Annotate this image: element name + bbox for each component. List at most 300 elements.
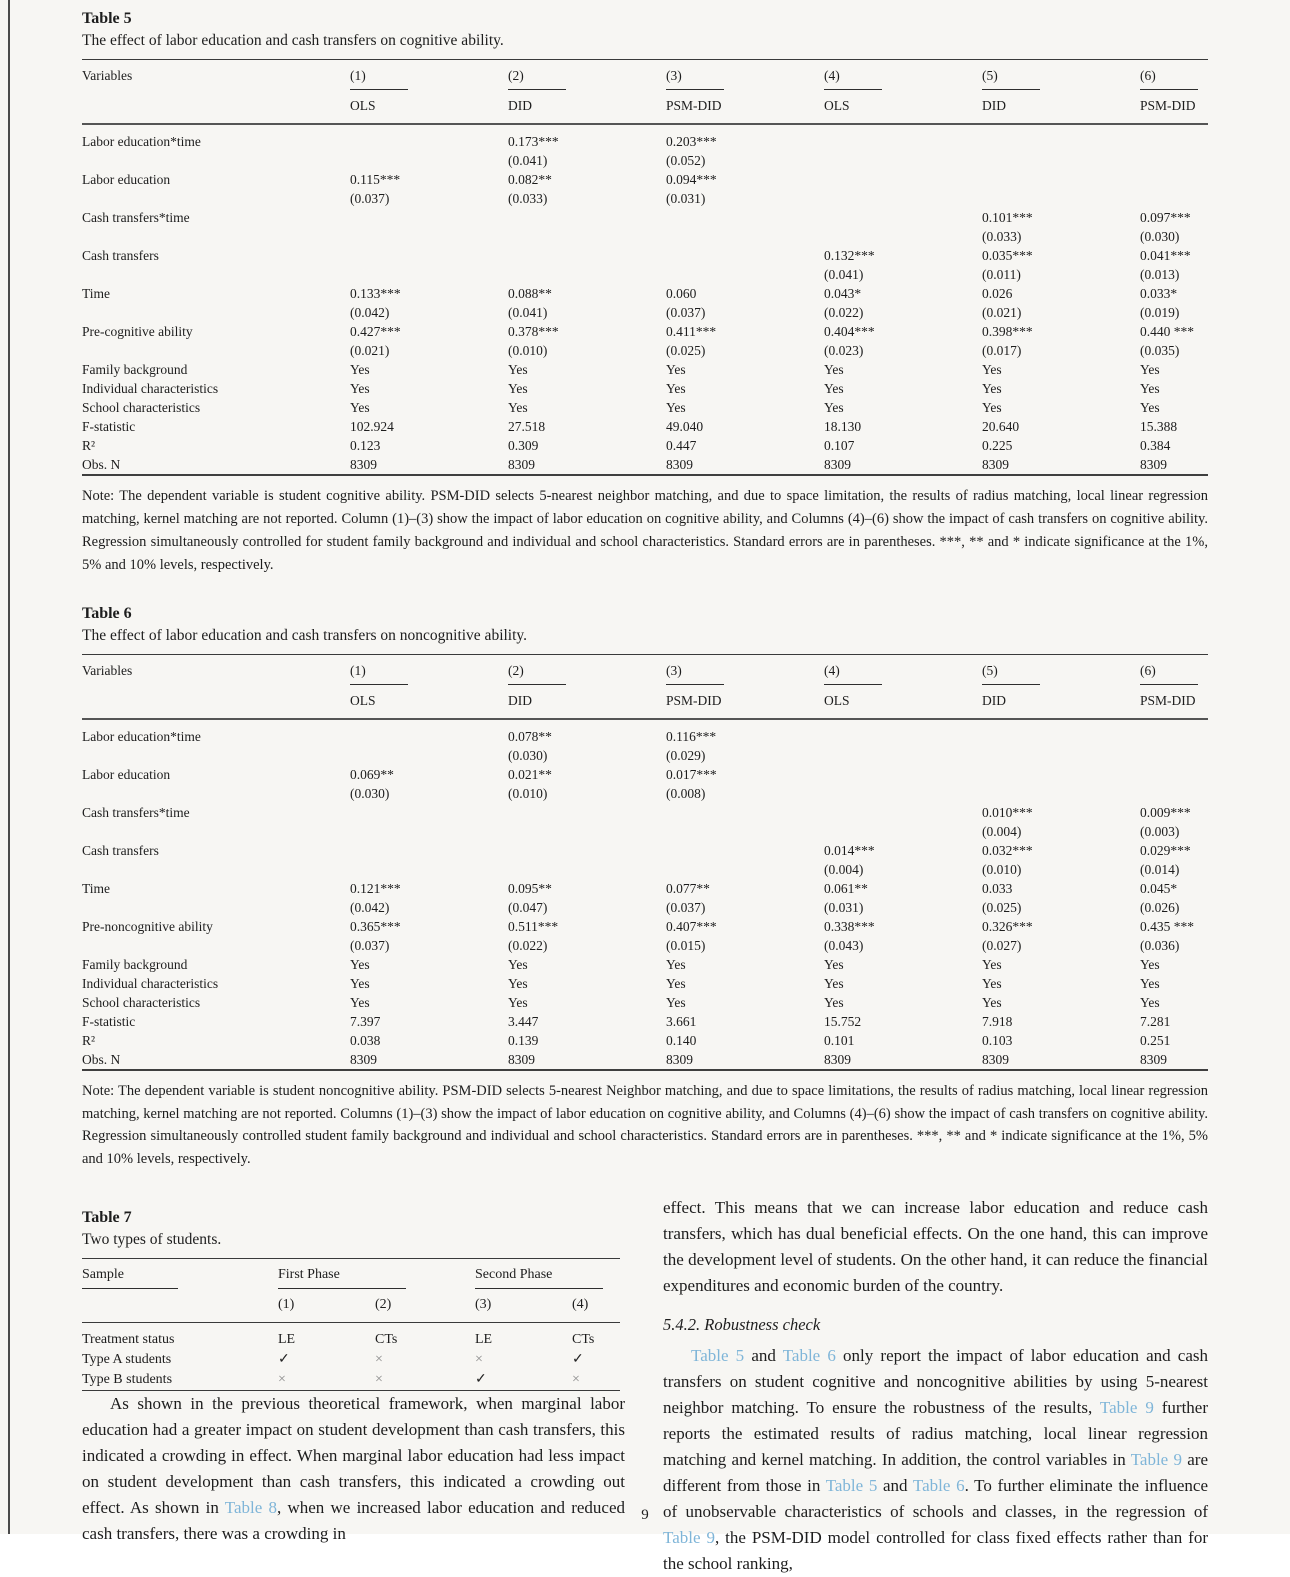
table6-note: Note: The dependent variable is student noncognitive ability. PSM-DID selects 5-nearest Neighbor matching, and due to space limitations, the results of radius matching, local linear regression matching, kernel matching are not reported. Columns (1)–(3) show the impact of labor education on cognitive ability, and Columns (4)–(6) show the impact of cash transfers on cognitive ability. Regression simultaneously controlled student family background and individual and school characteristics. Standard errors are in parentheses. ***, ** and * indicate significance at the 1%, 5% and 10% levels, respectively. <box>82 1082 1208 1168</box>
table-cell: 8309 <box>508 1051 535 1067</box>
table-cell: 0.398*** <box>982 324 1033 339</box>
table-row <box>82 170 1208 189</box>
table-cell: 0.411*** <box>666 324 717 339</box>
table6-method-row <box>82 687 1208 719</box>
table-cell: 8309 <box>1140 1051 1167 1067</box>
table-cell <box>350 719 508 746</box>
column-underline <box>508 84 566 90</box>
table7-caption: Two types of students. <box>82 1231 222 1249</box>
table-cell <box>350 822 508 841</box>
row-label <box>82 265 350 284</box>
row-label: Obs. N <box>82 1051 121 1067</box>
check-mark: ✓ <box>572 1352 584 1368</box>
table-cell <box>1140 719 1208 746</box>
table-cell: (0.004) <box>824 861 864 877</box>
col-number: (6) <box>1140 662 1156 678</box>
column-underline <box>1140 84 1198 90</box>
row-label: Family background <box>82 362 188 377</box>
table-cell: 0.447 <box>666 438 697 453</box>
table-cell: Yes <box>666 975 686 991</box>
table-cell <box>824 208 982 227</box>
cross-mark: × <box>375 1372 383 1388</box>
table5-col4-header <box>824 60 982 93</box>
table-row <box>82 1031 1208 1050</box>
table-cell: (0.035) <box>1140 343 1180 358</box>
table-cell: 0.203*** <box>666 134 717 149</box>
table-cell: 15.752 <box>824 1013 862 1029</box>
table5-method-row <box>82 92 1208 124</box>
table-cell: Yes <box>824 381 844 396</box>
table5-col6-header <box>1140 60 1208 93</box>
table-cell: 7.397 <box>350 1013 381 1029</box>
table5-note: Note: The dependent variable is student cognitive ability. PSM-DID selects 5-nearest neighbor matching, and due to space limitation, the results of radius matching, local linear regression matching, kernel matching are not reported. Column (1)–(3) show the impact of labor education on cognitive ability, and Columns (4)–(6) show the impact of cash transfers on cognitive ability. Regression simultaneously controlled for student family background and individual and school characteristics. Standard errors are in parentheses. ***, ** and * indicate significance at the 1%, 5% and 10% levels, respectively. <box>82 488 1208 573</box>
method-header: DID <box>508 92 666 124</box>
text-segment: and <box>744 1346 783 1366</box>
table-cell: Yes <box>508 381 528 396</box>
table-cell: 8309 <box>350 1051 377 1067</box>
table-cell <box>824 719 982 746</box>
table6-number-row <box>82 654 1208 687</box>
table-cell: 0.140 <box>666 1032 697 1048</box>
table-cell: (0.030) <box>1140 229 1180 244</box>
table-cell: 18.130 <box>824 419 862 434</box>
table-cell: 0.407*** <box>666 918 717 934</box>
method-header: OLS <box>824 92 982 124</box>
table-cell: (0.037) <box>350 191 390 206</box>
right-paragraph-1: effect. This means that we can increase labor education and reduce cash transfers, which has dual beneficial effects. On the one hand, this can improve the development level of students. On the other hand, it can reduce the financial expenditures and economic burden of the country. <box>663 1198 1208 1296</box>
table-cell <box>982 189 1140 208</box>
table-cell: (0.042) <box>350 899 390 915</box>
col-number: (5) <box>982 68 998 83</box>
table6-col1-header <box>350 654 508 687</box>
table-cell: Yes <box>508 994 528 1010</box>
table-cell: Yes <box>1140 956 1160 972</box>
table-cell: (0.022) <box>508 937 548 953</box>
table-cell: (0.019) <box>1140 305 1180 320</box>
row-label: Cash transfers <box>82 842 159 858</box>
table5-col3-header <box>666 60 824 93</box>
col-number: (3) <box>666 662 682 678</box>
column-underline <box>278 1283 406 1289</box>
table5-variables-header: Variables <box>82 68 133 83</box>
table-cell: 0.115*** <box>350 172 401 187</box>
table7-body <box>82 1323 620 1391</box>
row-label <box>82 746 350 765</box>
page-number: 9 <box>641 1507 649 1523</box>
table-cell <box>982 765 1140 784</box>
table-cell <box>824 151 982 170</box>
table-cell: (0.052) <box>666 153 706 168</box>
table-ref-link[interactable]: Table 9 <box>1130 1450 1182 1470</box>
table-cell: (0.021) <box>350 343 390 358</box>
table-cell: (0.025) <box>666 343 706 358</box>
table7-section <box>82 1209 625 1391</box>
table-cell: Yes <box>350 956 370 972</box>
table-cell <box>350 151 508 170</box>
table-ref-link[interactable]: Table 5 <box>825 1476 878 1496</box>
table6 <box>82 654 1208 1071</box>
table-cell: (0.033) <box>508 191 548 206</box>
table-cell <box>1140 784 1208 803</box>
col-number: (3) <box>666 68 682 83</box>
table-cell: 0.009*** <box>1140 804 1191 820</box>
table-cell: 0.094*** <box>666 172 717 187</box>
table-cell: 8309 <box>666 1051 693 1067</box>
table-cell: (0.008) <box>666 785 706 801</box>
table-cell <box>350 246 508 265</box>
column-underline <box>666 84 724 90</box>
text-segment: . To further eliminate the influence of unobservable characteristics of schools and classes, in the regression of <box>663 1476 1209 1522</box>
table-row <box>82 246 1208 265</box>
right-paragraph-2 <box>663 1343 1208 1577</box>
table6-col5-header <box>982 654 1140 687</box>
table-cell: 0.101 <box>824 1032 855 1048</box>
table-cell: 0.033 <box>982 880 1013 896</box>
table-cell <box>350 124 508 151</box>
table-row <box>82 860 1208 879</box>
row-label <box>82 341 350 360</box>
check-mark: ✓ <box>278 1352 290 1368</box>
table-cell: 0.082** <box>508 172 552 187</box>
row-label: Type A students <box>82 1352 172 1368</box>
table-row <box>82 151 1208 170</box>
table-cell: (0.014) <box>1140 861 1180 877</box>
table-cell: 0.440 *** <box>1140 324 1194 339</box>
table-row <box>82 719 1208 746</box>
table5-col5-header <box>982 60 1140 93</box>
table-cell: Yes <box>982 381 1002 396</box>
column-underline <box>982 679 1040 685</box>
row-label: School characteristics <box>82 994 201 1010</box>
table-cell <box>824 765 982 784</box>
table-cell: 0.384 <box>1140 438 1171 453</box>
cross-mark: × <box>375 1352 383 1368</box>
row-label: Individual characteristics <box>82 381 219 396</box>
table-cell: (0.047) <box>508 899 548 915</box>
row-label: Cash transfers*time <box>82 210 190 225</box>
text-segment: As shown in the previous theoretical framework, when marginal labor education had a greater impact on student development than cash transfers, this indicated a crowding in effect. When marginal labor education had less impact on student development than cash transfers, this indicated a crowding out effect. As shown in <box>82 1394 625 1518</box>
table-row <box>82 765 1208 784</box>
table-cell: 7.918 <box>982 1013 1013 1029</box>
table-row <box>82 993 1208 1012</box>
page-edge-line <box>8 0 10 1534</box>
table-cell: 8309 <box>824 457 851 472</box>
row-label <box>82 898 350 917</box>
method-header: DID <box>982 92 1140 124</box>
row-label <box>82 227 350 246</box>
table-cell: (0.041) <box>824 267 864 282</box>
table7-number-row <box>82 1291 620 1323</box>
col-number: (6) <box>1140 68 1156 83</box>
table-cell: Yes <box>982 975 1002 991</box>
table-cell: 0.338*** <box>824 918 875 934</box>
table-row <box>82 379 1208 398</box>
table-cell: (0.031) <box>824 899 864 915</box>
table-cell: Yes <box>982 400 1002 415</box>
table-cell: Yes <box>508 400 528 415</box>
table-cell: (0.010) <box>982 861 1022 877</box>
method-header: OLS <box>350 687 508 719</box>
col-number: (2) <box>508 68 524 83</box>
col-number: (1) <box>350 68 366 83</box>
table-cell: 15.388 <box>1140 419 1178 434</box>
table-row <box>82 1370 620 1391</box>
table-cell <box>982 784 1140 803</box>
table-ref-link[interactable]: Table 5 <box>691 1346 745 1366</box>
table-cell: Yes <box>508 362 528 377</box>
table7-sample-header <box>82 1259 278 1292</box>
table-row <box>82 1323 620 1351</box>
table5-caption: The effect of labor education and cash transfers on cognitive ability. <box>82 32 504 49</box>
table-row <box>82 360 1208 379</box>
table-cell: Yes <box>1140 994 1160 1010</box>
table-cell: (0.023) <box>824 343 864 358</box>
table-cell: CTs <box>375 1332 398 1348</box>
table-cell <box>1140 189 1208 208</box>
table-cell: Yes <box>666 994 686 1010</box>
row-label <box>82 822 350 841</box>
table-cell: Yes <box>350 975 370 991</box>
table-cell: 0.038 <box>350 1032 381 1048</box>
table5-body <box>82 124 1208 475</box>
row-label: School characteristics <box>82 400 201 415</box>
table-cell <box>1140 124 1208 151</box>
table-ref-link[interactable]: Table 6 <box>912 1476 965 1496</box>
table-row <box>82 436 1208 455</box>
table-row <box>82 746 1208 765</box>
table-row <box>82 189 1208 208</box>
table-cell: 0.088** <box>508 286 552 301</box>
section-heading-5-4-2: 5.4.2. Robustness check <box>663 1315 821 1335</box>
table-cell <box>666 803 824 822</box>
column-underline <box>350 84 408 90</box>
table-cell: 3.447 <box>508 1013 539 1029</box>
table6-col3-header <box>666 654 824 687</box>
table-cell <box>508 208 666 227</box>
table-cell: 0.077** <box>666 880 710 896</box>
table-row <box>82 1012 1208 1031</box>
empty-header-cell <box>82 92 350 124</box>
table-cell: 0.133*** <box>350 286 401 301</box>
table-cell: 0.123 <box>350 438 381 453</box>
text-segment: only report the impact of labor education and cash transfers on student cognitive and noncognitive abilities by using 5-nearest neighbor matching. To ensure the robustness of the results, <box>663 1346 1209 1418</box>
table-cell <box>350 841 508 860</box>
table-cell: 7.281 <box>1140 1013 1171 1029</box>
text-segment: and <box>877 1476 913 1496</box>
table-cell: Yes <box>982 362 1002 377</box>
table-cell: 0.010*** <box>982 804 1033 820</box>
table5-heading: Table 5 <box>82 10 132 27</box>
table-cell: LE <box>278 1332 296 1348</box>
table-cell: (0.013) <box>1140 267 1180 282</box>
table5 <box>82 59 1208 476</box>
method-header: OLS <box>350 92 508 124</box>
table-cell: 8309 <box>666 457 693 472</box>
table-cell: 0.427*** <box>350 324 401 339</box>
table-cell: Yes <box>982 994 1002 1010</box>
col-number: (4) <box>824 68 840 83</box>
column-underline <box>475 1283 603 1289</box>
table-cell <box>508 822 666 841</box>
column-underline <box>1140 679 1198 685</box>
method-header: PSM-DID <box>1140 92 1208 124</box>
table-cell: 0.404*** <box>824 324 875 339</box>
table-cell: 20.640 <box>982 419 1020 434</box>
table-row <box>82 803 1208 822</box>
table-row <box>82 227 1208 246</box>
table-cell <box>508 841 666 860</box>
table6-caption: The effect of labor education and cash transfers on noncognitive ability. <box>82 626 528 644</box>
table-ref-link[interactable]: Table 9 <box>1099 1398 1154 1418</box>
table-cell: (0.030) <box>350 785 390 801</box>
table-cell: 0.511*** <box>508 918 559 934</box>
method-header: PSM-DID <box>666 687 824 719</box>
table-cell <box>824 746 982 765</box>
page-content <box>82 8 1208 1577</box>
table-cell <box>824 170 982 189</box>
table-cell <box>508 860 666 879</box>
cross-mark: × <box>572 1372 580 1388</box>
table-cell: Yes <box>824 994 844 1010</box>
table-cell: 0.060 <box>666 286 697 301</box>
table-cell: Yes <box>350 994 370 1010</box>
table-cell: 8309 <box>824 1051 851 1067</box>
table-cell <box>824 227 982 246</box>
text-segment: further reports the estimated results of radius matching, local linear regression matching and kernel matching. In addition, the control variables in <box>663 1398 1209 1470</box>
table-cell: (0.033) <box>982 229 1022 244</box>
row-label: Time <box>82 286 111 301</box>
table-cell <box>982 151 1140 170</box>
table-cell: Yes <box>824 975 844 991</box>
table-cell: (0.043) <box>824 937 864 953</box>
table-cell <box>1140 746 1208 765</box>
table-row <box>82 974 1208 993</box>
row-label <box>82 303 350 322</box>
table-cell: 0.121*** <box>350 880 401 896</box>
table-cell: Yes <box>1140 975 1160 991</box>
table-cell: 0.435 *** <box>1140 918 1194 934</box>
table-cell: (0.042) <box>350 305 390 320</box>
table-cell: 0.029*** <box>1140 842 1191 858</box>
text-segment: are different from those in <box>663 1450 1208 1496</box>
cross-mark: × <box>475 1352 483 1368</box>
table-cell: 8309 <box>1140 457 1167 472</box>
table-cell: 49.040 <box>666 419 704 434</box>
method-header: PSM-DID <box>1140 687 1208 719</box>
row-label: Labor education*time <box>82 728 201 744</box>
table-cell: 0.107 <box>824 438 855 453</box>
table-ref-link[interactable]: Table 8 <box>224 1498 278 1518</box>
table-cell <box>982 746 1140 765</box>
table-cell: CTs <box>572 1332 595 1348</box>
table-row <box>82 955 1208 974</box>
table-cell: 0.061** <box>824 880 868 896</box>
table-row <box>82 417 1208 436</box>
table-cell: 0.078** <box>508 728 552 744</box>
check-mark: ✓ <box>475 1372 487 1388</box>
table-cell <box>982 719 1140 746</box>
table-cell: 8309 <box>982 457 1009 472</box>
table-cell <box>1140 765 1208 784</box>
table-cell: (0.011) <box>982 267 1021 282</box>
table-cell <box>824 822 982 841</box>
table-cell: (0.037) <box>666 305 706 320</box>
table-cell <box>666 246 824 265</box>
table-row <box>82 455 1208 475</box>
method-header: OLS <box>824 687 982 719</box>
table-cell: 102.924 <box>350 419 394 434</box>
table6-body <box>82 719 1208 1070</box>
table-cell <box>508 803 666 822</box>
table-ref-link[interactable]: Table 6 <box>782 1346 836 1366</box>
row-label <box>82 860 350 879</box>
row-label: Family background <box>82 956 188 972</box>
method-header: PSM-DID <box>666 92 824 124</box>
table-cell: (0.026) <box>1140 899 1180 915</box>
column-underline <box>824 84 882 90</box>
row-label: Labor education <box>82 172 171 187</box>
col-number: (1) <box>278 1291 375 1323</box>
table-cell: (0.017) <box>982 343 1022 358</box>
table-row <box>82 1050 1208 1070</box>
table7 <box>82 1258 620 1391</box>
table-cell: 0.035*** <box>982 248 1033 263</box>
table-cell: 0.173*** <box>508 134 559 149</box>
table5-col1-header <box>350 60 508 93</box>
table-row <box>82 303 1208 322</box>
col-number: (5) <box>982 662 998 678</box>
table-cell: (0.010) <box>508 343 548 358</box>
table-cell: (0.041) <box>508 153 548 168</box>
row-label: Individual characteristics <box>82 975 219 991</box>
table-cell: 0.069** <box>350 766 394 782</box>
group-label: First Phase <box>278 1267 340 1283</box>
table-cell: 0.378*** <box>508 324 559 339</box>
table-cell: (0.003) <box>1140 823 1180 839</box>
table-cell: (0.041) <box>508 305 548 320</box>
table-ref-link[interactable]: Table 9 <box>663 1528 715 1548</box>
table-row <box>82 284 1208 303</box>
row-label <box>82 189 350 208</box>
col-number: (3) <box>475 1291 572 1323</box>
column-underline <box>666 679 724 685</box>
table-cell: 0.225 <box>982 438 1013 453</box>
table-cell: 0.116*** <box>666 728 717 744</box>
row-label <box>82 784 350 803</box>
col-number: (4) <box>824 662 840 678</box>
table-cell <box>1140 151 1208 170</box>
group-label: Second Phase <box>475 1267 553 1283</box>
row-label: Time <box>82 880 111 896</box>
row-label: Cash transfers*time <box>82 804 190 820</box>
table6-col6-header <box>1140 654 1208 687</box>
table-cell <box>666 841 824 860</box>
row-label: Labor education <box>82 766 171 782</box>
table-cell: Yes <box>666 956 686 972</box>
table-cell: Yes <box>350 381 370 396</box>
table-cell <box>982 124 1140 151</box>
table-cell: Yes <box>350 400 370 415</box>
row-label: F-statistic <box>82 419 136 434</box>
row-label: Obs. N <box>82 457 121 472</box>
method-header: DID <box>982 687 1140 719</box>
col-number: (2) <box>508 662 524 678</box>
table-cell: (0.010) <box>508 785 548 801</box>
table-row <box>82 936 1208 955</box>
table-cell: (0.037) <box>350 937 390 953</box>
table-cell: 0.097*** <box>1140 210 1191 225</box>
table-cell <box>824 784 982 803</box>
